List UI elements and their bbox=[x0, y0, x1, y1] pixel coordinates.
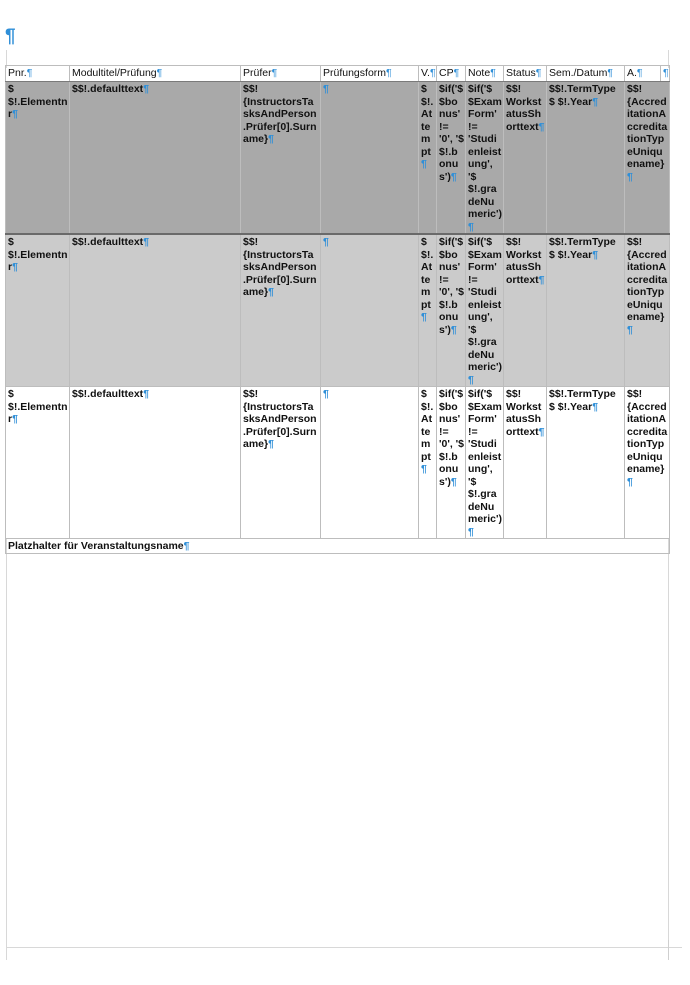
paragraph-mark-icon: ¶ bbox=[421, 463, 427, 475]
header-cp[interactable]: CP¶ bbox=[437, 66, 466, 82]
cell-sem-datum[interactable]: $$!.TermType $ $!.Year¶ bbox=[547, 234, 625, 387]
paragraph-mark-icon: ¶ bbox=[12, 108, 18, 120]
cell-cp[interactable]: $if('$ $bonus' != '0', '$ $!.bonus')¶ bbox=[437, 234, 466, 387]
header-sem-datum[interactable]: Sem./Datum¶ bbox=[547, 66, 625, 82]
table-row bbox=[6, 234, 670, 387]
paragraph-mark-icon: ¶ bbox=[627, 323, 633, 336]
cell-modultitel[interactable]: $$!.defaulttext¶ bbox=[70, 387, 241, 539]
paragraph-mark-icon: ¶ bbox=[592, 400, 599, 413]
paragraph-mark-icon: ¶ bbox=[535, 67, 542, 79]
paragraph-mark-icon: ¶ bbox=[468, 220, 474, 233]
paragraph-mark-icon: ¶ bbox=[323, 83, 329, 95]
cell-pnr[interactable]: $ $!.Elementnr¶ bbox=[6, 82, 70, 235]
cell-note[interactable]: $if('$ $ExamForm' != 'Studienleistung', '$ $!.gradeNumeric')¶ bbox=[466, 234, 504, 387]
cell-cp[interactable]: $if('$ $bonus' != '0', '$ $!.bonus')¶ bbox=[437, 387, 466, 539]
cell-modultitel[interactable]: $$!.defaulttext¶ bbox=[70, 82, 241, 235]
paragraph-mark-icon: ¶ bbox=[627, 170, 633, 183]
cell-cp[interactable]: $if('$ $bonus' != '0', '$ $!.bonus')¶ bbox=[437, 82, 466, 235]
header-status[interactable]: Status¶ bbox=[504, 66, 547, 82]
paragraph-mark-icon: ¶ bbox=[12, 413, 18, 425]
paragraph-mark-icon: ¶ bbox=[268, 438, 274, 450]
cell-status[interactable]: $$! WorkstatusShorttext¶ bbox=[504, 234, 547, 387]
paragraph-mark-icon: ¶ bbox=[429, 67, 436, 79]
cell-anerkennung[interactable]: $$! {AccreditationAccreditationTypeUniquename}¶ bbox=[625, 234, 670, 387]
paragraph-mark-icon: ¶ bbox=[538, 273, 545, 286]
margin-guide-corner bbox=[668, 940, 669, 960]
paragraph-mark-icon: ¶ bbox=[12, 261, 18, 273]
cell-pruefer[interactable]: $$! {InstructorsTasksAndPerson.Prüfer[0].Surname}¶ bbox=[241, 234, 321, 387]
cell-pruefungsform[interactable] bbox=[321, 234, 419, 387]
paragraph-mark-icon: ¶ bbox=[592, 248, 599, 261]
cell-pruefungsform[interactable] bbox=[321, 82, 419, 235]
table-header-row bbox=[6, 66, 670, 82]
cell-status[interactable]: $$! WorkstatusShorttext¶ bbox=[504, 82, 547, 235]
paragraph-mark-icon: ¶ bbox=[607, 67, 613, 79]
cell-anerkennung[interactable]: $$! {AccreditationAccreditationTypeUniquename} ¶ bbox=[625, 387, 670, 539]
header-note[interactable]: Note¶ bbox=[466, 66, 504, 82]
header-end-mark bbox=[661, 66, 670, 82]
cell-pnr[interactable]: $ $!.Elementnr¶ bbox=[6, 234, 70, 387]
header-modultitel[interactable]: Modultitel/Prüfung¶ bbox=[70, 66, 241, 82]
paragraph-mark-icon: ¶ bbox=[663, 67, 669, 79]
cell-note[interactable]: $if('$ $ExamForm' != 'Studienleistung', '$ $!.gradeNumeric')¶ bbox=[466, 82, 504, 235]
paragraph-mark-icon: ¶ bbox=[468, 373, 474, 386]
paragraph-mark-icon: ¶ bbox=[323, 388, 329, 400]
paragraph-mark-icon: ¶ bbox=[143, 236, 150, 248]
paragraph-mark-icon: ¶ bbox=[183, 540, 190, 552]
table-footer-row bbox=[6, 539, 670, 554]
paragraph-mark-icon: ¶ bbox=[268, 286, 274, 298]
paragraph-mark-icon: ¶ bbox=[627, 475, 633, 488]
margin-guide-left bbox=[6, 488, 7, 960]
cell-anerkennung[interactable]: $$! {AccreditationAccreditationTypeUniquename}¶ bbox=[625, 82, 670, 235]
paragraph-mark-icon: ¶ bbox=[268, 133, 274, 145]
cell-sem-datum[interactable]: $$!.TermType $ $!.Year¶ bbox=[547, 82, 625, 235]
margin-guide-right bbox=[668, 488, 669, 960]
event-name-placeholder[interactable]: Platzhalter für Veranstaltungsname¶ bbox=[6, 539, 670, 554]
table-row bbox=[6, 82, 670, 235]
paragraph-mark-icon: ¶ bbox=[5, 26, 16, 47]
paragraph-mark-icon: ¶ bbox=[323, 236, 329, 248]
cell-note[interactable]: $if('$ $ExamForm' != 'Studienleistung', '$ $!.gradeNumeric')¶ bbox=[466, 387, 504, 539]
cell-modultitel[interactable]: $$!.defaulttext¶ bbox=[70, 234, 241, 387]
header-pnr[interactable]: Pnr.¶ bbox=[6, 66, 70, 82]
table-row bbox=[6, 387, 670, 539]
paragraph-mark-icon: ¶ bbox=[636, 67, 643, 79]
margin-guide-bottom bbox=[6, 947, 682, 948]
cell-pruefer[interactable]: $$! {InstructorsTasksAndPerson.Prüfer[0].Surname}¶ bbox=[241, 387, 321, 539]
header-pruefer[interactable]: Prüfer¶ bbox=[241, 66, 321, 82]
cell-sem-datum[interactable]: $$!.TermType $ $!.Year¶ bbox=[547, 387, 625, 539]
cell-versuch[interactable]: $ $!.Attempt¶ bbox=[419, 234, 437, 387]
paragraph-mark-icon: ¶ bbox=[453, 67, 460, 79]
header-anerkennung[interactable]: A.¶ bbox=[625, 66, 661, 82]
paragraph-mark-icon: ¶ bbox=[450, 170, 457, 183]
cell-versuch[interactable]: $ $!.Attempt¶ bbox=[419, 387, 437, 539]
paragraph-mark-icon: ¶ bbox=[143, 388, 150, 400]
paragraph-mark-icon: ¶ bbox=[156, 67, 163, 79]
paragraph-mark-icon: ¶ bbox=[538, 425, 545, 438]
paragraph-mark-icon: ¶ bbox=[271, 67, 278, 79]
cell-pruefungsform[interactable] bbox=[321, 387, 419, 539]
header-versuch[interactable]: V.¶ bbox=[419, 66, 437, 82]
paragraph-mark-icon: ¶ bbox=[450, 323, 457, 336]
exam-results-table bbox=[5, 65, 670, 554]
paragraph-mark-icon: ¶ bbox=[538, 120, 545, 133]
paragraph-mark-icon: ¶ bbox=[421, 311, 427, 323]
paragraph-mark-icon: ¶ bbox=[26, 67, 33, 79]
cell-pruefer[interactable]: $$! {InstructorsTasksAndPerson.Prüfer[0].Surname}¶ bbox=[241, 82, 321, 235]
header-pruefungsform[interactable]: Prüfungsform¶ bbox=[321, 66, 419, 82]
paragraph-mark-icon: ¶ bbox=[143, 83, 150, 95]
paragraph-mark-icon: ¶ bbox=[490, 67, 496, 79]
paragraph-mark-icon: ¶ bbox=[386, 67, 392, 79]
cell-versuch[interactable]: $ $!.Attempt¶ bbox=[419, 82, 437, 235]
paragraph-mark-icon: ¶ bbox=[421, 158, 427, 170]
cell-status[interactable]: $$! WorkstatusShorttext¶ bbox=[504, 387, 547, 539]
paragraph-mark-icon: ¶ bbox=[468, 525, 474, 538]
paragraph-mark-icon: ¶ bbox=[450, 475, 457, 488]
paragraph-mark-icon: ¶ bbox=[592, 95, 599, 108]
cell-pnr[interactable]: $ $!.Elementnr¶ bbox=[6, 387, 70, 539]
